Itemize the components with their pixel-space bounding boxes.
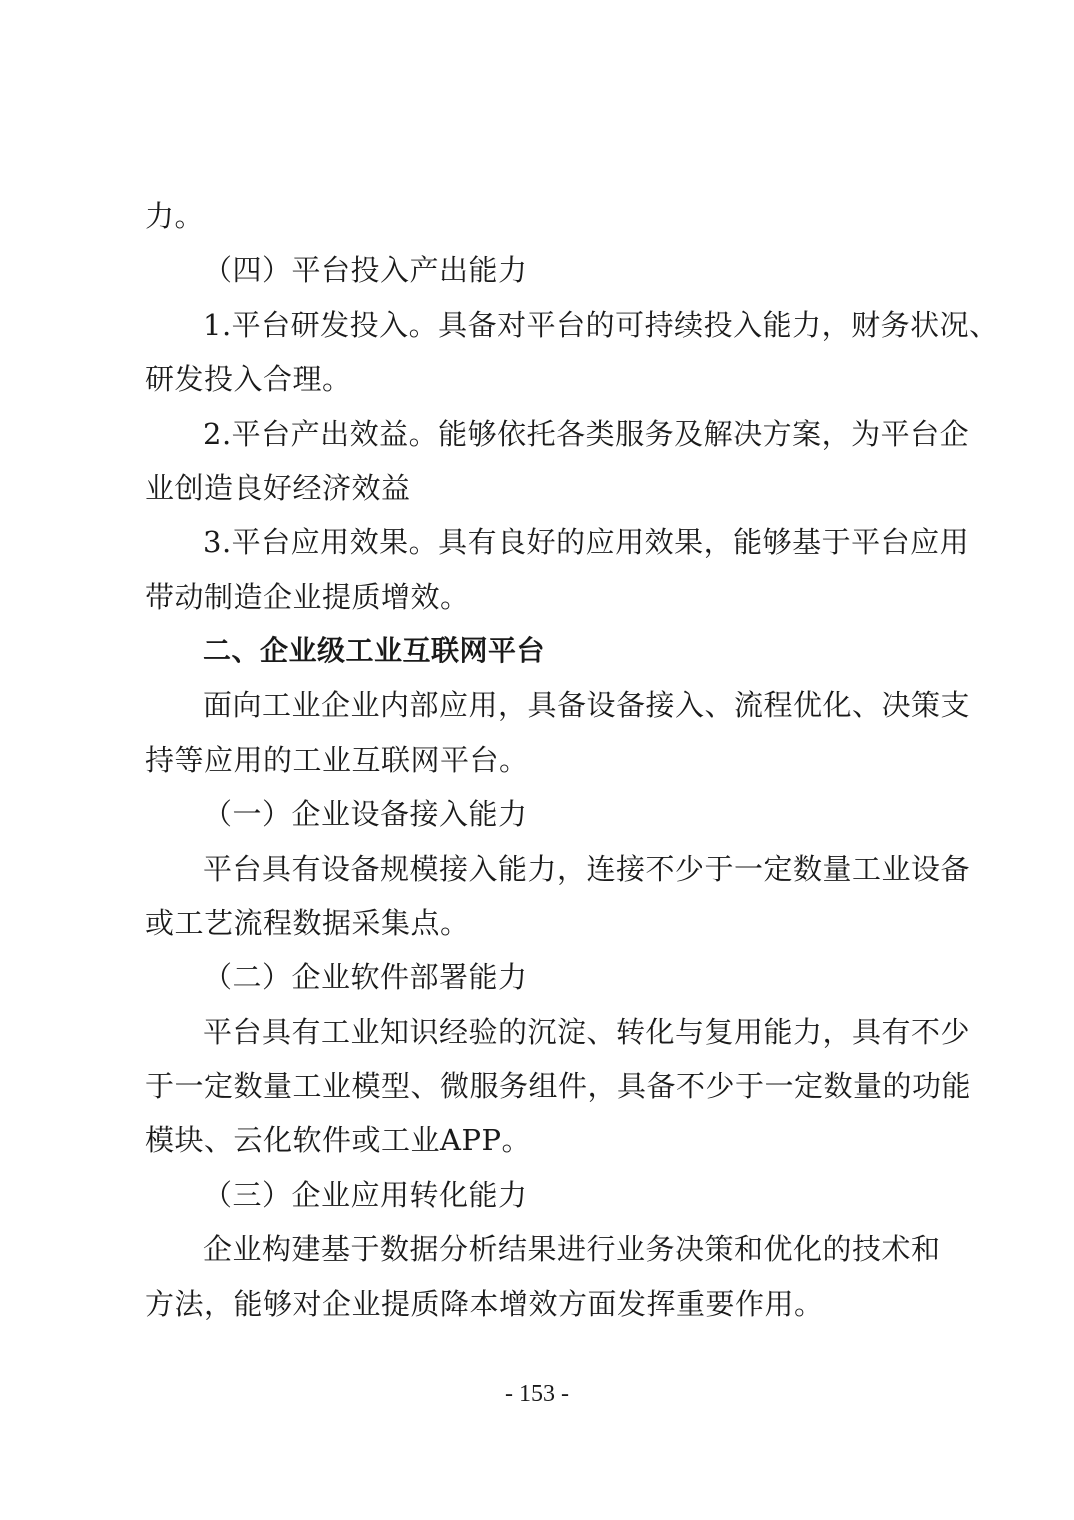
item-application-effect: 3.平台应用效果。具有良好的应用效果，能够基于平台应用 xyxy=(203,525,970,559)
item-rd-investment-cont: 研发投入合理。 xyxy=(145,362,352,396)
item-rd-investment: 1.平台研发投入。具备对平台的可持续投入能力，财务状况、 xyxy=(203,308,999,342)
page-number: - 153 - xyxy=(505,1381,569,1407)
item-output-benefit-cont: 业创造良好经济效益 xyxy=(145,471,411,505)
item-application-effect-cont: 带动制造企业提质增效。 xyxy=(145,580,470,614)
paragraph-platform-intro-cont: 持等应用的工业互联网平台。 xyxy=(145,743,529,777)
section-heading-enterprise-platform: 二、企业级工业互联网平台 xyxy=(203,634,546,667)
paragraph-application-transform-cont: 方法，能够对企业提质降本增效方面发挥重要作用。 xyxy=(145,1287,824,1321)
paragraph-device-access: 平台具有设备规模接入能力，连接不少于一定数量工业设备 xyxy=(203,852,971,886)
subheading-input-output: （四）平台投入产出能力 xyxy=(203,253,528,287)
paragraph-software-deploy: 平台具有工业知识经验的沉淀、转化与复用能力，具有不少 xyxy=(203,1015,971,1049)
paragraph-device-access-cont: 或工艺流程数据采集点。 xyxy=(145,906,470,940)
subheading-software-deploy: （二）企业软件部署能力 xyxy=(203,960,528,994)
item-output-benefit: 2.平台产出效益。能够依托各类服务及解决方案，为平台企 xyxy=(203,417,970,451)
paragraph-platform-intro: 面向工业企业内部应用，具备设备接入、流程优化、决策支 xyxy=(203,688,971,722)
paragraph-continuation: 力。 xyxy=(145,199,205,233)
paragraph-application-transform: 企业构建基于数据分析结果进行业务决策和优化的技术和 xyxy=(203,1232,941,1266)
paragraph-software-deploy-cont: 于一定数量工业模型、微服务组件，具备不少于一定数量的功能 xyxy=(145,1069,972,1103)
paragraph-software-deploy-cont2: 模块、云化软件或工业APP。 xyxy=(145,1123,531,1157)
subheading-application-transform: （三）企业应用转化能力 xyxy=(203,1178,528,1212)
subheading-device-access: （一）企业设备接入能力 xyxy=(203,797,528,831)
